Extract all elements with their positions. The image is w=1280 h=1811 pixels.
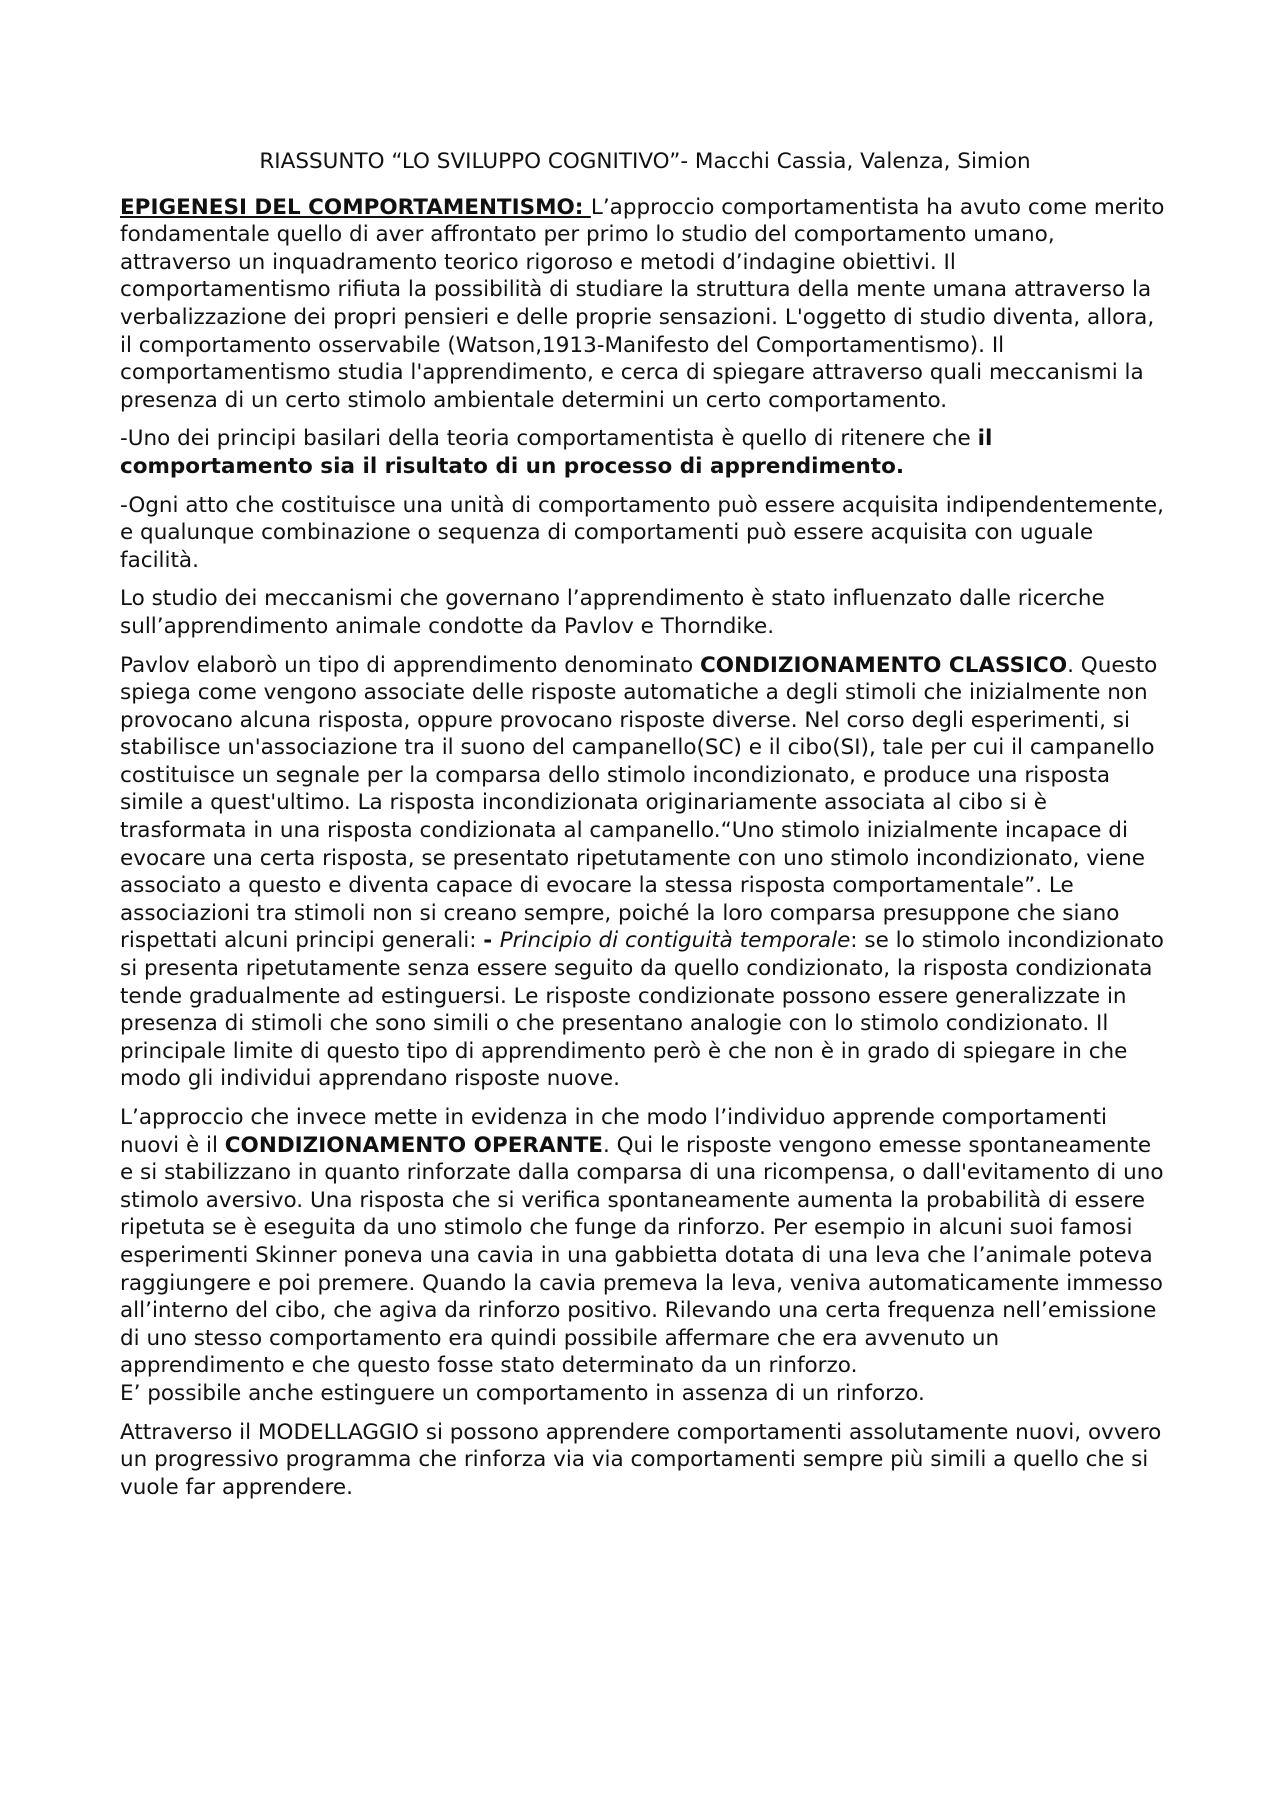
paragraph-principio (120, 425, 1170, 480)
paragraph-text: . Questo spiega come vengono associate delle risposte automatiche a degli stimoli che inizialmente non provocano alcuna risposta, oppure provocano risposte diverse. Nel corso degli esperimenti, si stabilisce un'associazione tra il suono del campanello(SC) e il cibo(SI), tale per cui il campanello costituisce un segnale per la comparsa dello stimolo incondizionato, e produce una risposta simile a quest'ultimo. La risposta incondizionata originariamente associata al cibo si è trasformata in una risposta condizionata al campanello.“Uno stimolo inizialmente incapace di evocare una certa risposta, se presentato ripetutamente con uno stimolo incondizionato, viene associato a questo e diventa capace di evocare la stessa risposta comportamentale”. Le associazioni tra stimoli non si creano sempre, poiché la loro comparsa presuppone che siano rispettati alcuni principi generali: (120, 652, 1158, 954)
paragraph-text: -Uno dei principi basilari della teoria comportamentista è quello di ritenere che (120, 426, 978, 452)
bold-term: CONDIZIONAMENTO OPERANTE (224, 1132, 603, 1158)
paragraph-text: Pavlov elaborò un tipo di apprendimento denominato (120, 652, 701, 678)
paragraph-text: L’approccio comportamentista ha avuto come merito fondamentale quello di aver affrontato per primo lo studio del comportamento umano, attraverso un inquadramento teorico rigoroso e metodi d’indagine obiettivi. Il comportamentismo rifiuta la possibilità di studiare la struttura della mente umana attraverso la verbalizzazione dei propri pensieri e delle proprie sensazioni. L'oggetto di studio diventa, allora, il comportamento osservabile (Watson,1913-Manifesto del Comportamentismo). Il comportamentismo studia l'apprendimento, e cerca di spiegare attraverso quali meccanismi la presenza di un certo stimolo ambientale determini un certo comportamento. (120, 194, 1165, 413)
bold-emphasis: il comportamento sia il risultato di un processo di apprendimento. (120, 426, 993, 479)
section-heading: EPIGENESI DEL COMPORTAMENTISMO: (120, 194, 591, 220)
paragraph-atto: -Ogni atto che costituisce una unità di comportamento può essere acquisita indipendentemente, e qualunque combinazione o sequenza di comportamenti può essere acquisita con uguale facilità. (120, 492, 1164, 573)
italic-term: Principio di contiguità temporale (499, 928, 851, 954)
paragraph-epigenesi (120, 194, 1170, 415)
document-page (120, 148, 1170, 1512)
paragraph-operante (120, 1104, 1170, 1408)
paragraph-text: L’approccio che invece mette in evidenza in che modo l’individuo apprende comportamenti nuovi è il (120, 1105, 1108, 1158)
paragraph-text: : se lo stimolo incondizionato si presenta ripetutamente senza essere seguito da quello condizionato, la risposta condizionata tende gradualmente ad estinguersi. Le risposte condizionate possono essere generalizzate in presenza di stimoli che sono simili o che presentano analogie con lo stimolo condizionato. Il principale limite di questo tipo di apprendimento però è che non è in grado di spiegare in che modo gli individui apprendano risposte nuove. (120, 928, 1164, 1092)
paragraph-text: . Qui le risposte vengono emesse spontaneamente e si stabilizzano in quanto rinforzate dalla comparsa di una ricompensa, o dall'evitamento di uno stimolo aversivo. Una risposta che si verifica spontaneamente aumenta la probabilità di essere ripetuta se è eseguita da uno stimolo che funge da rinforzo. Per esempio in alcuni suoi famosi esperimenti Skinner poneva una cavia in una gabbietta dotata di una leva che l’animale poteva raggiungere e poi premere. Quando la cavia premeva la leva, veniva automaticamente immesso all’interno del cibo, che agiva da rinforzo positivo. Rilevando una certa frequenza nell’emissione di uno stesso comportamento era quindi possibile affermare che era avvenuto un apprendimento e che questo fosse stato determinato da un rinforzo. (120, 1132, 1164, 1379)
document-title: RIASSUNTO “LO SVILUPPO COGNITIVO”- Macchi Cassia, Valenza, Simion (259, 149, 1031, 174)
paragraph-modellaggio: Attraverso il MODELLAGGIO si possono apprendere comportamenti assolutamente nuovi, ovvero un progressivo programma che rinforza via via comportamenti sempre più simili a quello che si vuole far apprendere. (120, 1419, 1162, 1500)
paragraph-text: E’ possibile anche estinguere un comportamento in assenza di un rinforzo. (120, 1380, 925, 1406)
paragraph-studio: Lo studio dei meccanismi che governano l’apprendimento è stato influenzato dalle ricerche sull’apprendimento animale condotte da Pavlov e Thorndike. (120, 586, 1105, 639)
paragraph-pavlov (120, 652, 1170, 1094)
bold-term: CONDIZIONAMENTO CLASSICO (700, 652, 1068, 678)
bold-dash: - (483, 928, 500, 954)
